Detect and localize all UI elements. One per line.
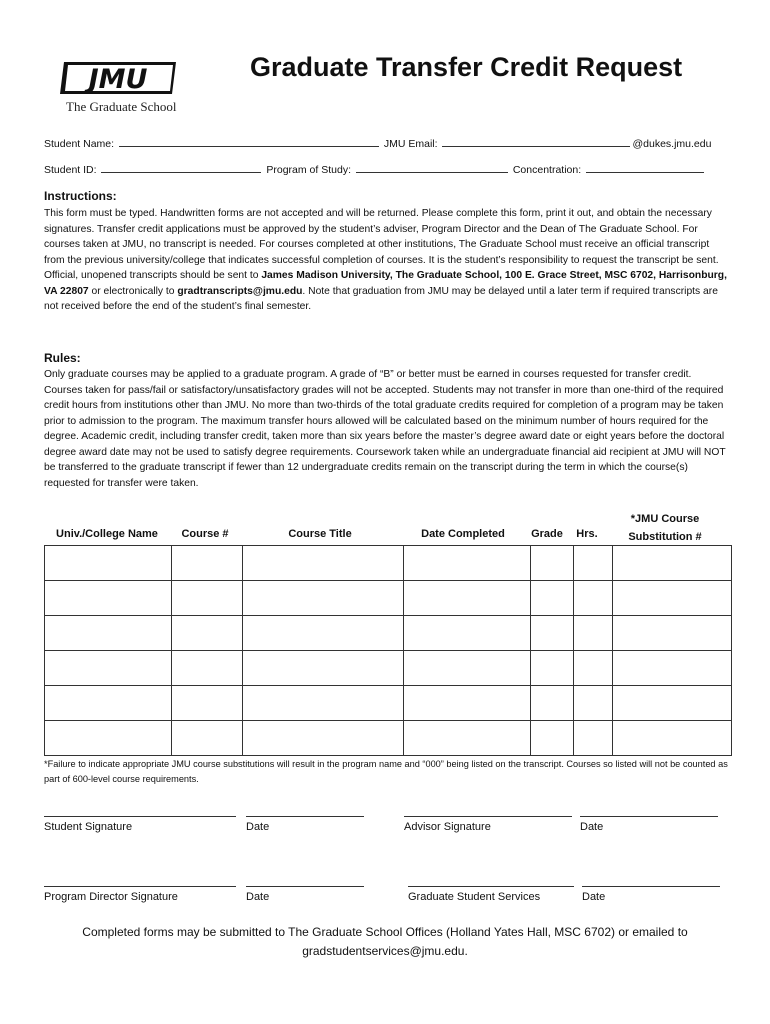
table-cell[interactable] <box>404 546 531 581</box>
student-name-field[interactable] <box>119 137 379 147</box>
table-row <box>45 651 732 686</box>
table-row <box>45 616 732 651</box>
student-id-field[interactable] <box>101 163 261 173</box>
email-suffix: @dukes.jmu.edu <box>632 138 712 150</box>
student-signature-label: Student Signature <box>44 821 133 833</box>
concentration-field[interactable] <box>586 163 704 173</box>
table-cell[interactable] <box>172 721 243 756</box>
substitution-footnote: *Failure to indicate appropriate JMU course substitutions will result in the program name and “000” being listed on the transcript. Courses so listed will not be counted as part of 600-level course requirements. <box>44 759 728 784</box>
table-cell[interactable] <box>404 616 531 651</box>
table-cell[interactable] <box>404 581 531 616</box>
table-cell[interactable] <box>243 581 404 616</box>
header-univ-college: Univ./College Name <box>56 528 158 540</box>
student-date-line[interactable] <box>246 815 364 817</box>
table-cell[interactable] <box>172 651 243 686</box>
table-cell[interactable] <box>531 686 574 721</box>
table-cell[interactable] <box>531 546 574 581</box>
transcript-address: James Madison University, The Graduate School, 100 E. Grace Street, MSC 6702, Harrisonburg, VA 22807 <box>44 270 727 297</box>
table-row <box>45 721 732 756</box>
table-cell[interactable] <box>613 581 732 616</box>
program-director-date-line[interactable] <box>246 885 364 887</box>
table-cell[interactable] <box>613 721 732 756</box>
table-cell[interactable] <box>574 651 613 686</box>
table-cell[interactable] <box>531 651 574 686</box>
submission-instructions: Completed forms may be submitted to The Graduate School Offices (Holland Yates Hall, MSC 6702) or emailed to gradstudentservices@jmu.edu. <box>82 925 688 958</box>
concentration-label: Concentration: <box>512 164 582 176</box>
program-director-signature-line[interactable] <box>44 885 236 887</box>
jmu-email-label: JMU Email: <box>383 138 438 150</box>
table-cell[interactable] <box>243 721 404 756</box>
header-grade: Grade <box>531 528 563 540</box>
table-cell[interactable] <box>531 616 574 651</box>
program-label: Program of Study: <box>266 164 351 176</box>
table-row <box>45 686 732 721</box>
table-cell[interactable] <box>243 616 404 651</box>
table-row <box>45 546 732 581</box>
student-name-label: Student Name: <box>44 138 115 150</box>
table-cell[interactable] <box>531 721 574 756</box>
header-jmu-substitution-line-1: *JMU Course <box>630 513 700 525</box>
table-cell[interactable] <box>45 651 172 686</box>
header-hours: Hrs. <box>576 528 598 540</box>
table-cell[interactable] <box>243 686 404 721</box>
program-field[interactable] <box>356 163 508 173</box>
advisor-date-line[interactable] <box>580 815 718 817</box>
grad-services-date-line[interactable] <box>582 885 720 887</box>
student-info-row-1 <box>44 137 711 150</box>
jmu-logo <box>60 60 200 116</box>
student-date-label: Date <box>246 821 270 833</box>
header-jmu-substitution <box>606 510 724 546</box>
instructions-heading: Instructions: <box>44 189 117 203</box>
instructions-text-part-1: This form must be typed. Handwritten forms are not accepted and will be returned. Please complete this form, print it out, and obtain the necessary signatures. Transfer credit applications must be approved by the student’s adviser, Program Director and the Dean of The Graduate School. For courses taken at JMU, no transcript is needed. For courses completed at other institutions, The Graduate School must receive an official transcript from the previous university/college that indicates successful completion of courses. It is the student’s responsibility to request the transcript be sent. Official, unopened transcripts should be sent to <box>44 208 719 281</box>
instructions-text-part-2: or electronically to <box>88 285 178 297</box>
header-jmu-substitution-line-2: Substitution # <box>628 531 702 543</box>
instructions-text-part-3: . Note that graduation from JMU may be delayed until a later term if required transcripts are not received before the end of the student’s final semester. <box>44 285 718 312</box>
table-cell[interactable] <box>613 616 732 651</box>
table-cell[interactable] <box>172 686 243 721</box>
table-cell[interactable] <box>45 686 172 721</box>
table-cell[interactable] <box>172 546 243 581</box>
table-cell[interactable] <box>404 686 531 721</box>
rules-heading: Rules: <box>44 351 81 365</box>
table-cell[interactable] <box>45 581 172 616</box>
table-row <box>45 581 732 616</box>
table-cell[interactable] <box>574 616 613 651</box>
header-course-number: Course # <box>181 528 229 540</box>
logo-text: JMU <box>88 64 148 95</box>
advisor-signature-label: Advisor Signature <box>404 821 491 833</box>
jmu-logo-mark <box>60 60 180 96</box>
table-cell[interactable] <box>574 686 613 721</box>
table-cell[interactable] <box>404 721 531 756</box>
program-director-date-label: Date <box>246 891 270 903</box>
rules-text: Only graduate courses may be applied to a graduate program. A grade of “B” or better must be earned in courses requested for transfer credit. Courses taken for pass/fail or satisfactory/unsatisfactory grades will not be accepted. Students may not transfer in more than one-third of the required credit hours from institutions other than JMU. No more than two-thirds of the total graduate credits required for completion of a program may be taken prior to admission to the program. The maximum transfer hours allowed will be calculated based on the minimum number of hours required for the degree. Academic credit, including transfer credit, taken more than six years before the master’s degree award date or eight years before the doctoral degree award date may not be used to satisfy degree requirements. Coursework taken while an undergraduate financial aid recipient at JMU will NOT be transferred to the graduate transcript if fewer than 12 undergraduate credits remain on the transcript during the term in which the course(s) requested for transfer were taken. <box>44 369 726 489</box>
logo-subtitle: The Graduate School <box>66 99 177 114</box>
transcript-email: gradtranscripts@jmu.edu <box>177 285 303 297</box>
transfer-course-table <box>44 545 732 756</box>
program-director-signature-label: Program Director Signature <box>44 891 178 903</box>
header-course-title: Course Title <box>288 528 352 540</box>
instructions-text <box>44 206 728 315</box>
grad-services-label: Graduate Student Services <box>408 891 541 903</box>
table-cell[interactable] <box>45 546 172 581</box>
header-date-completed: Date Completed <box>421 528 505 540</box>
student-info-row-2 <box>44 163 706 176</box>
table-cell[interactable] <box>45 616 172 651</box>
table-cell[interactable] <box>243 651 404 686</box>
advisor-date-label: Date <box>580 821 604 833</box>
advisor-signature-line[interactable] <box>404 815 572 817</box>
table-cell[interactable] <box>172 616 243 651</box>
table-cell[interactable] <box>613 651 732 686</box>
table-cell[interactable] <box>243 546 404 581</box>
table-cell[interactable] <box>574 721 613 756</box>
table-cell[interactable] <box>45 721 172 756</box>
page-title: Graduate Transfer Credit Request <box>250 52 683 82</box>
grad-services-signature-line[interactable] <box>408 885 574 887</box>
table-cell[interactable] <box>613 546 732 581</box>
table-cell[interactable] <box>574 581 613 616</box>
table-cell[interactable] <box>172 581 243 616</box>
student-signature-line[interactable] <box>44 815 236 817</box>
grad-services-date-label: Date <box>582 891 606 903</box>
table-cell[interactable] <box>404 651 531 686</box>
student-id-label: Student ID: <box>44 164 97 176</box>
table-cell[interactable] <box>613 686 732 721</box>
table-cell[interactable] <box>574 546 613 581</box>
jmu-email-field[interactable] <box>442 137 630 147</box>
table-cell[interactable] <box>531 581 574 616</box>
